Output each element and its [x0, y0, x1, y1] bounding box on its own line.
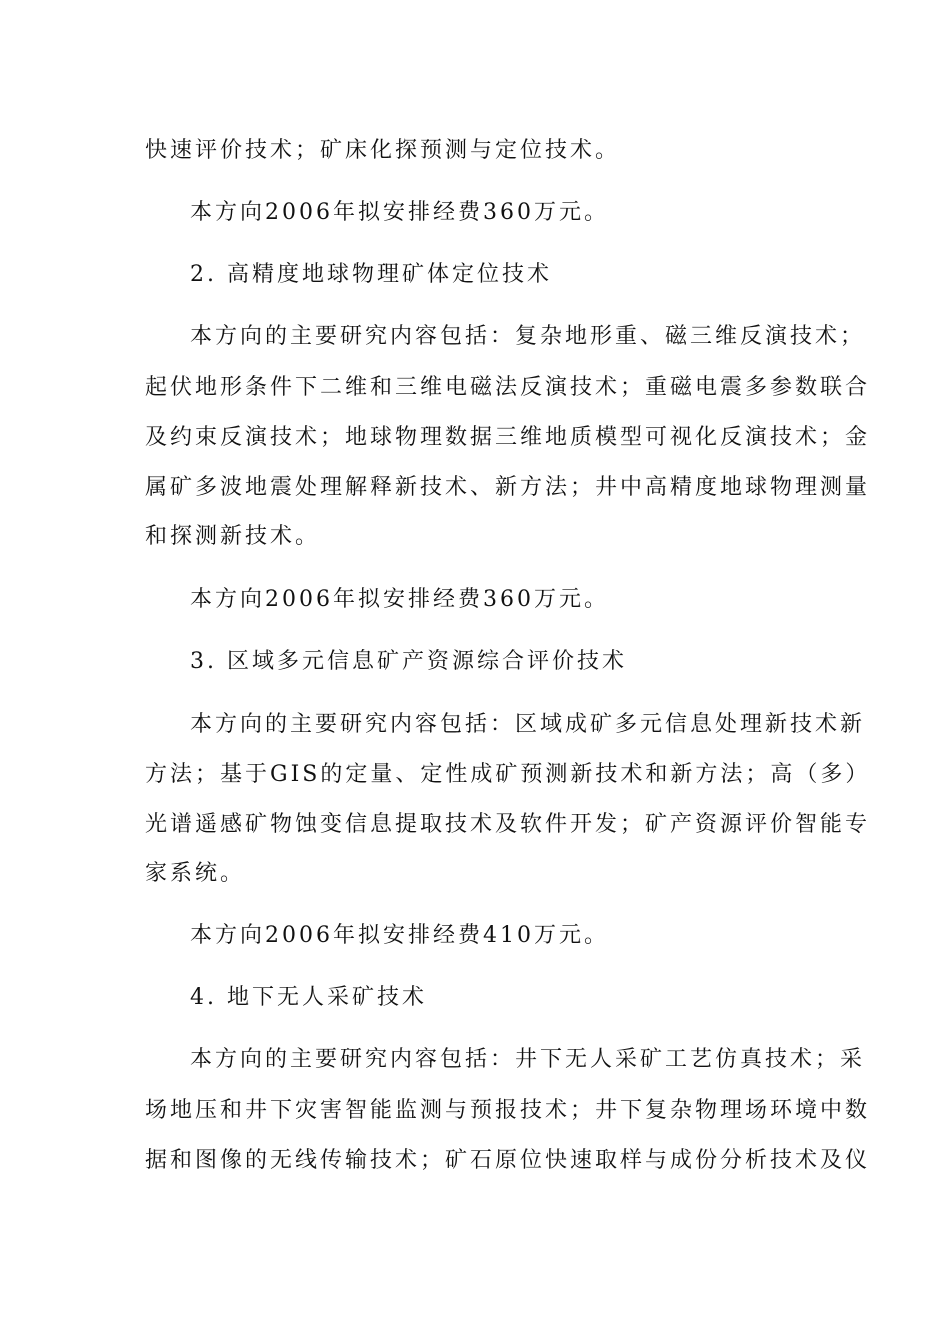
- paragraph-line: 属矿多波地震处理解释新技术、新方法；井中高精度地球物理测量: [145, 475, 871, 500]
- paragraph-line: 快速评价技术；矿床化探预测与定位技术。: [145, 138, 621, 163]
- paragraph-line: 及约束反演技术；地球物理数据三维地质模型可视化反演技术；金: [145, 425, 871, 450]
- paragraph-line: 据和图像的无线传输技术；矿石原位快速取样与成份分析技术及仪: [145, 1148, 871, 1173]
- paragraph-line: 本方向的主要研究内容包括：区域成矿多元信息处理新技术新: [190, 712, 866, 737]
- paragraph-line: 家系统。: [145, 861, 246, 886]
- paragraph-line: 和探测新技术。: [145, 524, 321, 549]
- paragraph-line: 场地压和井下灾害智能监测与预报技术；井下复杂物理场环境中数: [145, 1098, 871, 1123]
- budget-line: 本方向2006年拟安排经费360万元。: [190, 200, 609, 225]
- paragraph-line: 本方向的主要研究内容包括：井下无人采矿工艺仿真技术；采: [190, 1047, 866, 1072]
- section-heading: 4. 地下无人采矿技术: [190, 985, 427, 1010]
- budget-line: 本方向2006年拟安排经费410万元。: [190, 923, 609, 948]
- paragraph-line: 起伏地形条件下二维和三维电磁法反演技术；重磁电震多参数联合: [145, 375, 871, 400]
- paragraph-line: 本方向的主要研究内容包括：复杂地形重、磁三维反演技术；: [190, 324, 866, 349]
- budget-line: 本方向2006年拟安排经费360万元。: [190, 587, 609, 612]
- section-heading: 3. 区域多元信息矿产资源综合评价技术: [190, 649, 627, 674]
- paragraph-line: 光谱遥感矿物蚀变信息提取技术及软件开发；矿产资源评价智能专: [145, 812, 871, 837]
- section-heading: 2. 高精度地球物理矿体定位技术: [190, 262, 552, 287]
- paragraph-line: 方法；基于GIS的定量、定性成矿预测新技术和新方法；高（多）: [145, 762, 871, 787]
